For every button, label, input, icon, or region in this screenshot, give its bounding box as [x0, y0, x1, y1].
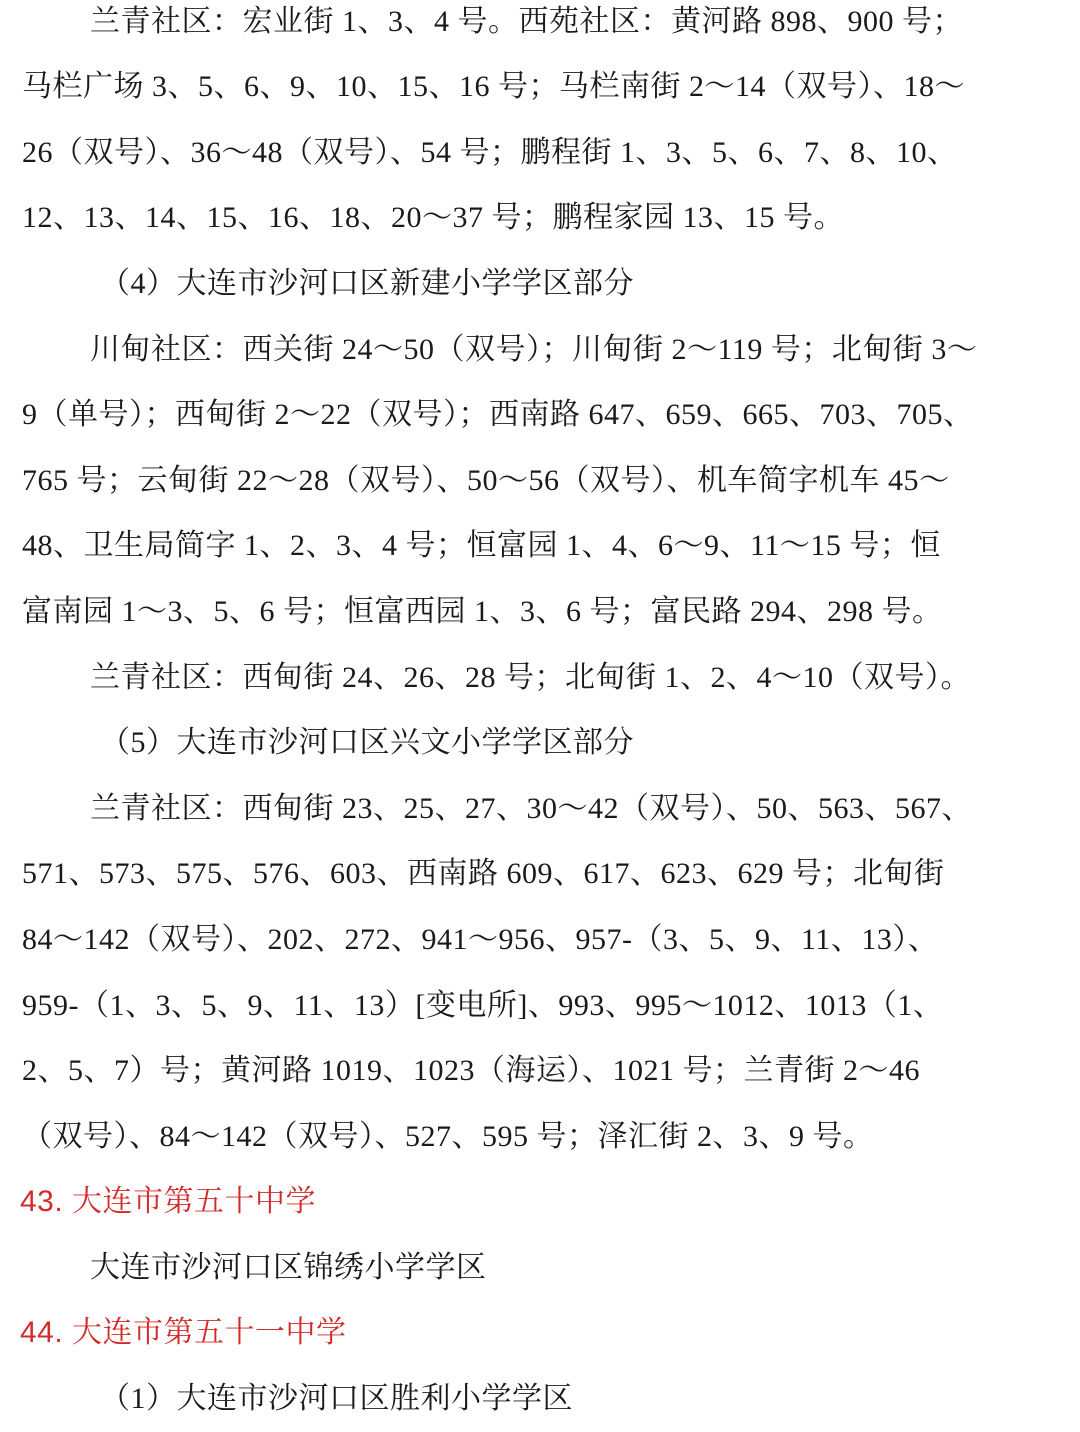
paragraph-line: 12、13、14、15、16、18、20～37 号；鹏程家园 13、15 号。 — [22, 201, 844, 234]
paragraph-line: 84～142（双号）、202、272、941～956、957-（3、5、9、11、13）、 — [22, 923, 939, 956]
paragraph-line: 兰青社区：宏业街 1、3、4 号。西苑社区：黄河路 898、900 号； — [90, 5, 963, 38]
section-subheading: （1）大连市沙河口区胜利小学学区 — [100, 1382, 573, 1415]
paragraph-line: 兰青社区：西甸街 23、25、27、30～42（双号）、50、563、567、 — [90, 792, 972, 825]
paragraph-line: 571、573、575、576、603、西南路 609、617、623、629 号；北甸街 — [22, 857, 945, 890]
paragraph-line: 765 号；云甸街 22～28（双号）、50～56（双号）、机车简字机车 45～ — [22, 464, 950, 497]
paragraph-line: 马栏广场 3、5、6、9、10、15、16 号；马栏南街 2～14（双号）、18～ — [22, 70, 965, 103]
paragraph-line: 9（单号）；西甸街 2～22（双号）；西南路 647、659、665、703、705、 — [22, 398, 974, 431]
section-subheading: （5）大连市沙河口区兴文小学学区部分 — [100, 726, 634, 759]
paragraph-line: 大连市沙河口区锦绣小学学区 — [90, 1251, 487, 1284]
school-heading-43: 43. 大连市第五十中学 — [20, 1185, 317, 1218]
section-subheading: （4）大连市沙河口区新建小学学区部分 — [100, 267, 634, 300]
paragraph-line: 川甸社区：西关街 24～50（双号）；川甸街 2～119 号；北甸街 3～ — [90, 333, 978, 366]
paragraph-line: 兰青社区：西甸街 24、26、28 号；北甸街 1、2、4～10（双号）。 — [90, 661, 971, 694]
paragraph-line: 959-（1、3、5、9、11、13）[变电所]、993、995～1012、1013（1、 — [22, 989, 944, 1022]
paragraph-line: 富南园 1～3、5、6 号；恒富西园 1、3、6 号；富民路 294、298 号。 — [22, 595, 943, 628]
school-heading-44: 44. 大连市第五十一中学 — [20, 1316, 347, 1349]
paragraph-line: （双号）、84～142（双号）、527、595 号；泽汇街 2、3、9 号。 — [22, 1120, 874, 1153]
paragraph-line: 48、卫生局简字 1、2、3、4 号；恒富园 1、4、6～9、11～15 号；恒 — [22, 529, 941, 562]
paragraph-line: 26（双号）、36～48（双号）、54 号；鹏程街 1、3、5、6、7、8、10、 — [22, 136, 958, 169]
paragraph-line: 2、5、7）号；黄河路 1019、1023（海运）、1021 号；兰青街 2～46 — [22, 1054, 920, 1087]
